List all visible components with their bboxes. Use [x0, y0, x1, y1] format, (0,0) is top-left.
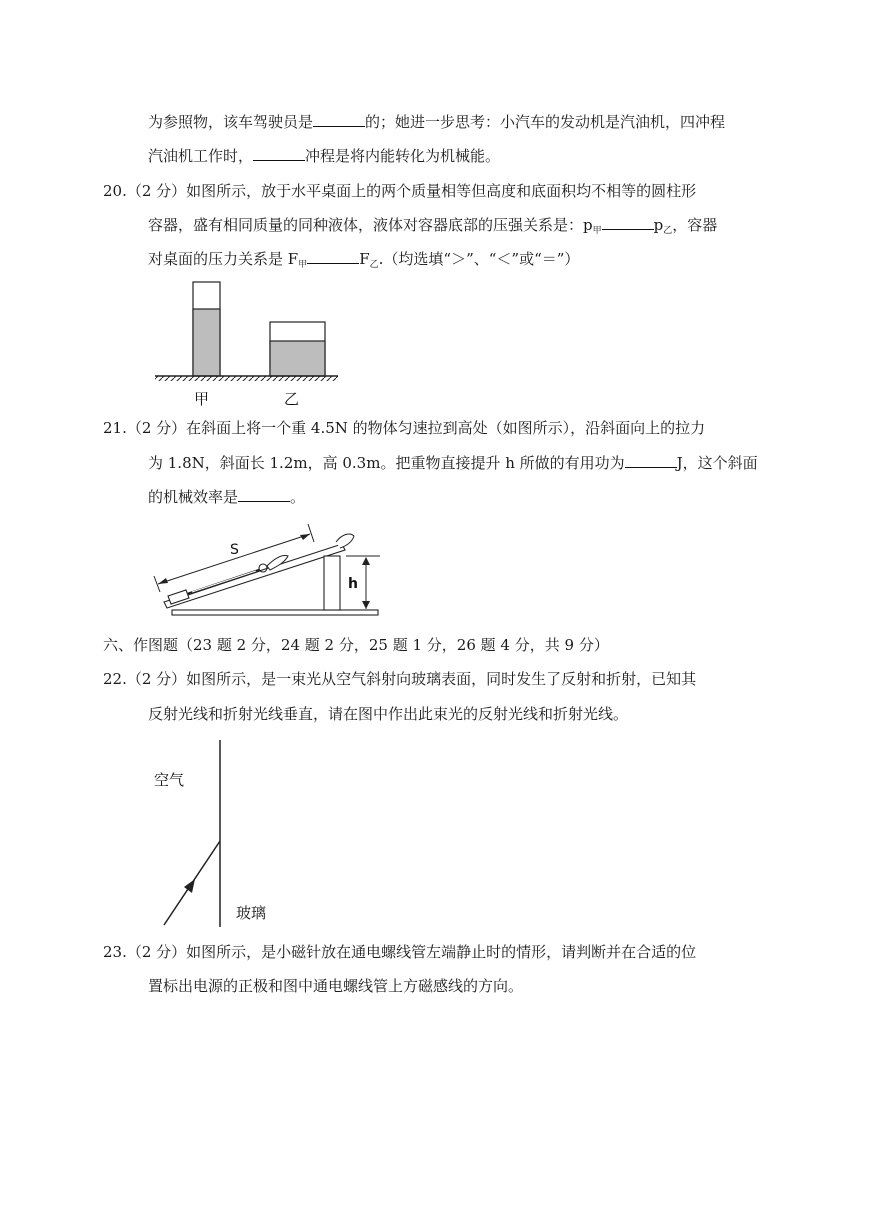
q20-figure [150, 276, 350, 412]
answer-blank[interactable] [313, 112, 365, 127]
s-arrow-right [300, 534, 310, 540]
q20-line1: 20.（2 分）如图所示，放于水平桌面上的两个质量相等但高度和底面积均不相等的圆柱形 [103, 182, 697, 200]
h-arrow-top [362, 557, 370, 565]
label-yi: 乙 [284, 390, 300, 408]
label-h: h [348, 576, 358, 592]
q20-line2: 容器，盛有相同质量的同种液体，液体对容器底部的压强关系是：$p_甲$ $p_乙$，容器 [148, 216, 718, 236]
q23-line1: 23.（2 分）如图所示，是小磁针放在通电螺线管左端静止时的情形，请判断并在合适的位 [103, 943, 697, 961]
label-jia: 甲 [194, 390, 210, 408]
liquid-jia [193, 309, 220, 376]
base-board [172, 610, 378, 615]
incident-ray-arrow [184, 879, 195, 893]
q22-line2: 反射光线和折射光线垂直，请在图中作出此束光的反射光线和折射光线。 [148, 705, 629, 723]
answer-blank[interactable] [602, 215, 654, 230]
q22-line1: 22.（2 分）如图所示，是一束光从空气斜射向玻璃表面，同时发生了反射和折射，已知其 [103, 670, 697, 688]
table-hatch [155, 376, 338, 381]
q20-line3: 对桌面的压力关系是 $F_甲$ $F_乙$.（均选填“＞”、“＜”或“＝”） [148, 250, 580, 270]
support-block [324, 556, 340, 610]
q19-line2: 汽油机工作时， 冲程是将内能转化为机械能。 [148, 147, 501, 165]
s-arrow-left [158, 578, 168, 584]
label-air: 空气 [154, 771, 185, 789]
top-hand [336, 534, 354, 548]
answer-blank[interactable] [307, 249, 359, 264]
label-glass: 玻璃 [236, 904, 267, 922]
incline-board [164, 544, 345, 608]
answer-blank[interactable] [625, 453, 677, 468]
q22-figure [140, 735, 300, 930]
answer-blank[interactable] [253, 146, 305, 161]
label-s: S [230, 542, 239, 558]
q21-line3: 的机械效率是 。 [148, 488, 306, 506]
q19-line1: 为参照物，该车驾驶员是 的；她进一步思考：小汽车的发动机是汽油机，四冲程 [148, 113, 726, 131]
q23-line2: 置标出电源的正极和图中通电螺线管上方磁感线的方向。 [148, 977, 524, 995]
liquid-yi [270, 341, 325, 376]
s-tick-right [308, 524, 314, 542]
q21-figure [150, 518, 385, 623]
section-title: 六、作图题（23 题 2 分，24 题 2 分，25 题 1 分，26 题 4 分，共 9 分） [103, 636, 609, 654]
answer-blank[interactable] [238, 487, 290, 502]
q21-line1: 21.（2 分）在斜面上将一个重 4.5N 的物体匀速拉到高处（如图所示），沿斜面向上的拉力 [103, 419, 706, 437]
q21-line2: 为 1.8N，斜面长 1.2m，高 0.3m。把重物直接提升 h 所做的有用功为 J，这个斜面 [148, 454, 758, 472]
h-arrow-bottom [362, 601, 370, 609]
